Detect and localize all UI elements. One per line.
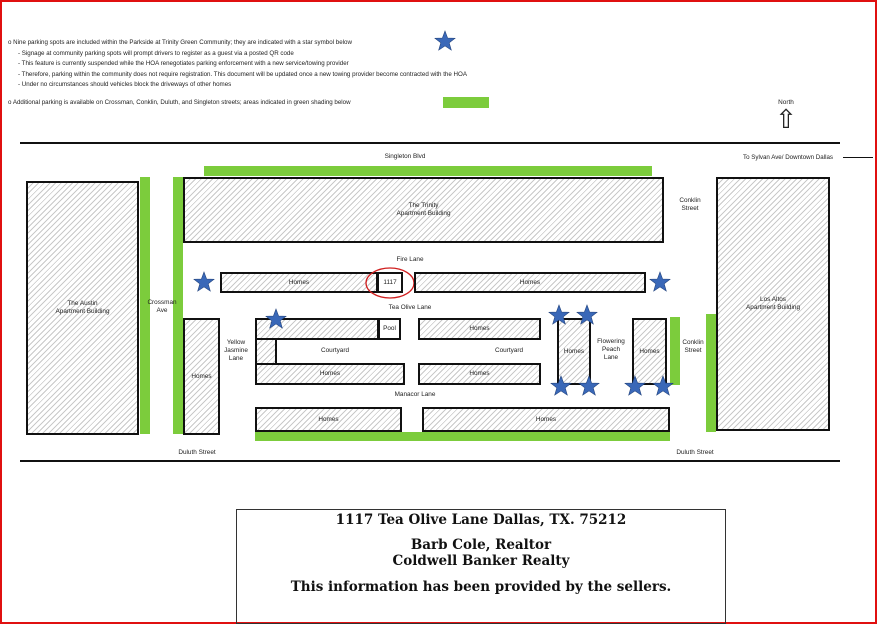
manacor-label: Manacor Lane [394,391,436,398]
flowering-peach-label: Flowering Peach Lane [597,338,625,361]
parking-star-icon [624,375,646,397]
top-road-line [20,142,840,144]
parking-star-icon [576,304,598,326]
note-2: - Signage at community parking spots will prompt drivers to register as a guest via a posted QR code [18,49,294,57]
homes-block [418,318,541,340]
north-arrow-icon: ⇧ [775,104,797,134]
singleton-label: Singleton Blvd [384,153,426,160]
parking-star-icon [193,271,215,293]
sylvan-pointer-line [843,157,873,158]
note-3: - This feature is currently suspended while the HOA renegotiates parking enforcement with a new service/towing provider [18,60,349,68]
homes-block [418,363,541,385]
conklin-top-label: Conklin Street [679,197,701,212]
los-altos-building [716,177,830,431]
homes-block [414,272,646,293]
note-1: o Nine parking spots are included within the Parkside at Trinity Green Community; they are indicated with a star symbol below [8,39,352,46]
trinity-label: The Trinity Apartment Building [396,202,451,217]
homes-label: Homes [639,347,660,355]
homes-block [255,407,402,432]
parking-star-icon [649,271,671,293]
pool-label: Pool [383,325,396,332]
parking-star-icon [578,375,600,397]
homes-label: Homes [288,278,310,286]
agent-name: Barb Cole, Realtor [410,537,552,553]
austin-building [26,181,139,435]
north-label: North [778,99,794,106]
yellow-jasmine-label: Yellow Jasmine Lane [224,339,248,362]
parking-star-icon [548,304,570,326]
green-parking-swatch [443,97,489,108]
conklin-right-label: Conklin Street [682,339,704,354]
note-4: - Therefore, parking within the community does not require registration. This document will be updated once a new towing provider become contracted with the HOA [18,70,467,78]
unit-highlight-circle [364,266,416,300]
homes-label: Homes [318,415,339,423]
conklin-parking-east [706,314,716,432]
parking-notes [8,38,467,109]
homes-block [183,318,220,435]
tea-olive-label: Tea Olive Lane [388,304,432,311]
note-5: - Under no circumstances should vehicles block the driveways of other homes [18,81,232,89]
austin-label: The Austin Apartment Building [55,300,110,315]
legend-star-icon [434,30,456,52]
crossman-label: Crossman Ave [147,299,177,314]
courtyard-label: Courtyard [320,347,350,354]
homes-label: Homes [469,325,490,332]
homes-block [255,363,405,385]
fire-lane-label: Fire Lane [396,256,424,263]
trinity-building [183,177,664,243]
homes-label: Homes [319,370,341,377]
parking-star-icon [265,308,287,330]
homes-block [422,407,670,432]
seller-disclaimer: This information has been provided by the sellers. [290,579,672,595]
pool [378,318,401,340]
homes-block [220,272,378,293]
unit-1117-label: 1117 [383,278,397,286]
homes-label: Homes [563,347,585,355]
courtyard-label: Courtyard [494,347,524,354]
homes-label: Homes [535,415,557,423]
duluth-right-label: Duluth Street [676,449,714,456]
homes-label: Homes [191,372,212,380]
listing-info-box [236,509,726,624]
duluth-parking [255,432,670,441]
note-6: o Additional parking is available on Crossman, Conklin, Duluth, and Singleton streets; areas indicated in green shading below [8,98,351,106]
agent-company: Coldwell Banker Realty [392,553,570,569]
singleton-parking [204,166,652,176]
homes-label: Homes [469,370,490,377]
parking-star-icon [550,375,572,397]
homes-label: Homes [519,278,541,286]
los-altos-label: Los Altos Apartment Building [746,296,800,311]
duluth-left-label: Duluth Street [178,449,216,456]
sylvan-label: To Sylvan Ave/ Downtown Dallas [743,154,833,161]
parking-star-icon [652,375,674,397]
listing-address: 1117 Tea Olive Lane Dallas, TX. 75212 [335,512,627,528]
bottom-road-line [20,460,840,462]
